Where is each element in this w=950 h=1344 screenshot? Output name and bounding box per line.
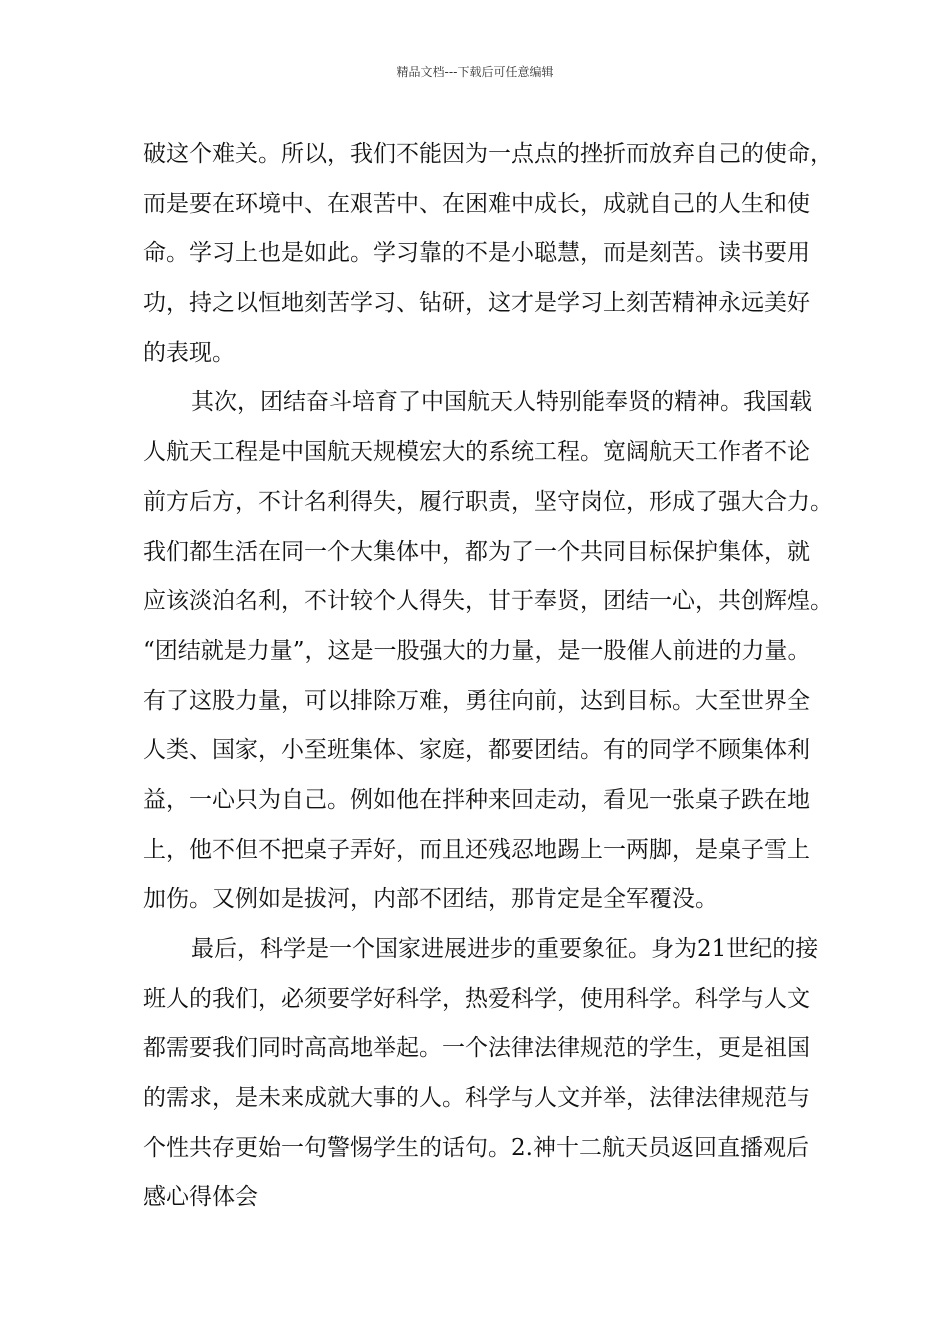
text-line: 班人的我们，必须要学好科学，热爱科学，使用科学。科学与人文 — [143, 985, 810, 1012]
text-line: 前方后方，不计名利得失，履行职责，坚守岗位，形成了强大合力。 — [143, 488, 833, 515]
text-line: 命。学习上也是如此。学习靠的不是小聪慧，而是刻苦。读书要用 — [143, 240, 810, 267]
text-line: 应该淡泊名利，不计较个人得失，甘于奉贤，团结一心，共创辉煌。 — [143, 588, 833, 615]
text-line: “团结就是力量”，这是一股强大的力量，是一股催人前进的力量。 — [143, 637, 811, 664]
paragraph-start-line: 其次，团结奋斗培育了中国航天人特别能奉贤的精神。我国载 — [191, 389, 812, 416]
text-line: 上，他不但不把桌子弄好，而且还残忍地踢上一两脚，是桌子雪上 — [143, 836, 810, 863]
text-line: 有了这股力量，可以排除万难，勇往向前，达到目标。大至世界全 — [143, 687, 810, 714]
document-body — [143, 130, 833, 1223]
text-line: 而是要在环境中、在艰苦中、在困难中成长，成就自己的人生和使 — [143, 190, 810, 217]
paragraph-start-line: 最后，科学是一个国家进展进步的重要象征。身为21世纪的接 — [191, 936, 819, 962]
text-line: 感心得体会 — [143, 1184, 258, 1211]
text-line: 人航天工程是中国航天规模宏大的系统工程。宽阔航天工作者不论 — [143, 439, 810, 466]
page-header: 精品文档---下载后可任意编辑 — [396, 65, 554, 79]
text-line: 加伤。又例如是拔河，内部不团结，那肯定是全军覆没。 — [143, 886, 718, 913]
text-line: 都需要我们同时高高地举起。一个法律法律规范的学生，更是祖国 — [143, 1035, 810, 1062]
text-line: 的表现。 — [143, 339, 235, 366]
text-line: 我们都生活在同一个大集体中，都为了一个共同目标保护集体，就 — [143, 538, 810, 565]
text-line: 破这个难关。所以，我们不能因为一点点的挫折而放弃自己的使命， — [143, 141, 833, 167]
text-line: 益，一心只为自己。例如他在拌种来回走动，看见一张桌子跌在地 — [143, 786, 810, 813]
text-line: 功，持之以恒地刻苦学习、钻研，这才是学习上刻苦精神永远美好 — [143, 290, 810, 317]
text-line: 个性共存更始一句警惕学生的话句。2.神十二航天员返回直播观后 — [143, 1134, 809, 1161]
text-line: 的需求，是未来成就大事的人。科学与人文并举，法律法律规范与 — [143, 1085, 810, 1112]
text-line: 人类、国家，小至班集体、家庭，都要团结。有的同学不顾集体利 — [143, 737, 810, 764]
